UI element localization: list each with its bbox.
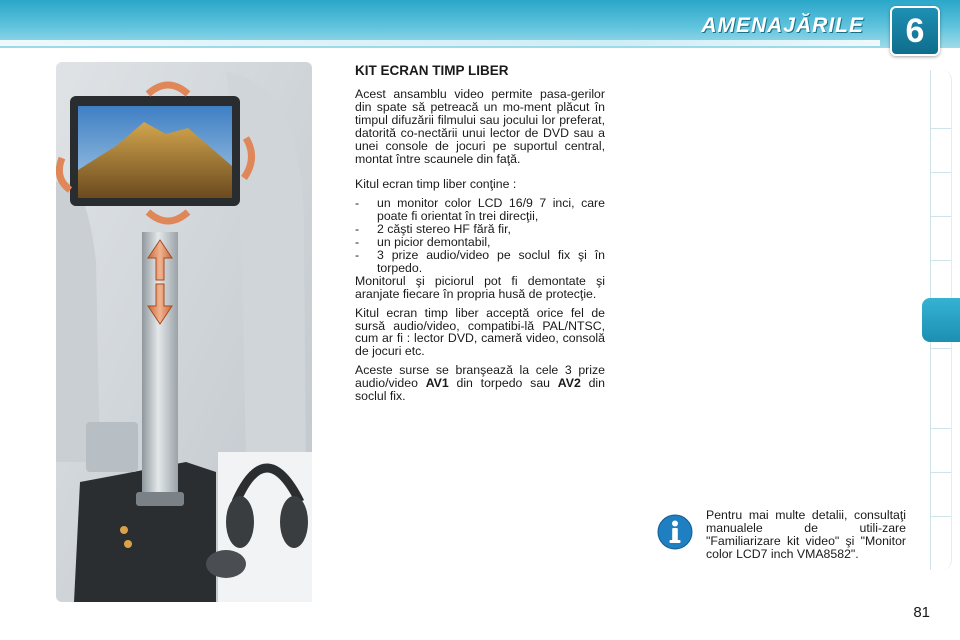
list-item: - un monitor color LCD 16/9 7 inci, care poate fi orientat în trei direcţii, bbox=[355, 196, 605, 224]
av2-label: AV2 bbox=[557, 376, 581, 391]
pole-clamp bbox=[136, 492, 184, 506]
section-title: KIT ECRAN TIMP LIBER bbox=[355, 63, 509, 78]
contents-list bbox=[355, 197, 605, 274]
header-stripe bbox=[0, 40, 880, 46]
headphones-earcup bbox=[226, 496, 254, 548]
tab-divider bbox=[931, 348, 951, 349]
protect-paragraph: Monitorul şi piciorul pot fi demontate şi aranjate fiecare în propria husă de protecţie. bbox=[355, 273, 605, 301]
chapter-number-badge: 6 bbox=[890, 6, 940, 56]
tab-divider bbox=[931, 172, 951, 173]
connect-paragraph: Aceste surse se branşează la cele 3 prize audio/video AV1 din torpedo sau AV2 din soclul fix. bbox=[355, 363, 605, 404]
tab-divider bbox=[931, 260, 951, 261]
info-icon bbox=[657, 514, 693, 550]
contents-label: Kitul ecran timp liber conţine : bbox=[355, 177, 517, 192]
info-note-text: Pentru mai multe detalii, consultaţi manualele de utili-zare "Familiarizare kit video" şi "Monitor color LCD7 inch VMA8582". bbox=[706, 508, 906, 561]
list-item: - 3 prize audio/video pe soclul fix şi în torpedo. bbox=[355, 247, 605, 275]
tab-divider bbox=[931, 516, 951, 517]
list-item: - 2 căşti stereo HF fără fir, bbox=[355, 222, 511, 237]
source-paragraph: Kitul ecran timp liber acceptă orice fel de sursă audio/video, compatibi-lă PAL/NTSC, cum ar fi : lector DVD, cameră video, consolă de jocuri etc. bbox=[355, 305, 605, 359]
chapter-title: AMENAJĂRILE bbox=[701, 14, 864, 37]
list-item: - un picior demontabil, bbox=[355, 235, 491, 250]
active-chapter-tab[interactable] bbox=[922, 298, 960, 342]
tab-divider bbox=[931, 128, 951, 129]
intro-paragraph: Acest ansamblu video permite pasa-gerilor din spate să petreacă un mo-ment plăcut în timpul difuzării filmului sau jocului lor preferat, datorită co-nectării unui lector de DVD sau a unei console de jocuri pe suportul central, montat între scaunele din faţă. bbox=[355, 87, 605, 166]
tab-divider bbox=[931, 428, 951, 429]
page-number: 81 bbox=[913, 604, 930, 621]
tab-divider bbox=[931, 216, 951, 217]
page-header bbox=[0, 0, 960, 48]
body-text bbox=[355, 88, 605, 416]
headphones-earcup bbox=[206, 550, 246, 578]
av-socket bbox=[124, 540, 132, 548]
headphones-earcup bbox=[280, 496, 308, 548]
tab-divider bbox=[931, 472, 951, 473]
av-socket bbox=[120, 526, 128, 534]
video-kit-illustration bbox=[56, 62, 312, 602]
av1-label: AV1 bbox=[425, 376, 449, 391]
console-controls bbox=[86, 422, 138, 472]
